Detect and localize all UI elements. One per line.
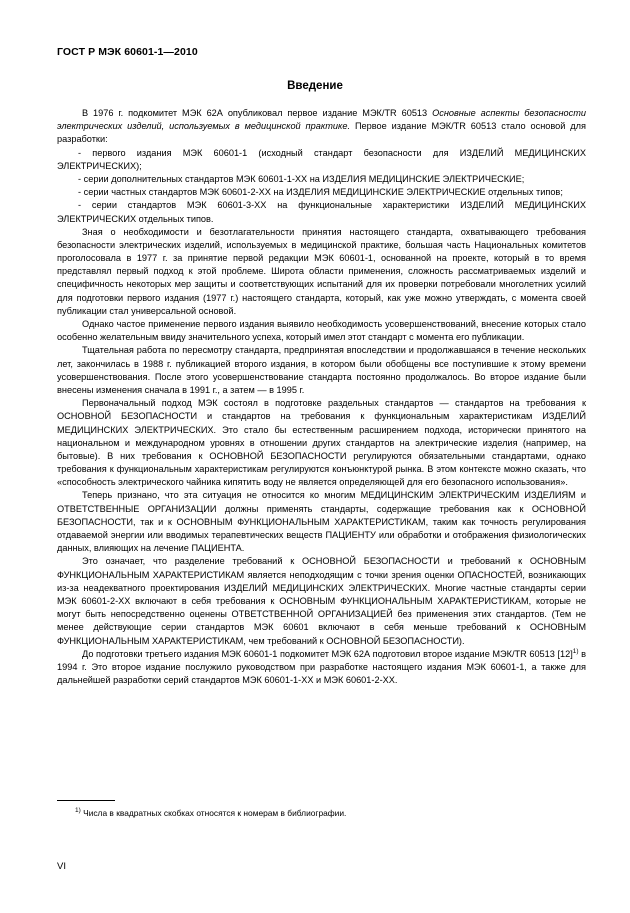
footnote-ref: 1) [572, 647, 579, 655]
footnote-separator [57, 800, 115, 801]
footnote [75, 808, 346, 818]
page-number: VI [57, 861, 66, 872]
text-run: Первое издание МЭК/TR 60513 стало основой для разработки: [57, 121, 587, 145]
footnote-text: Числа в квадратных скобках относятся к номерам в библиографии. [80, 808, 347, 818]
text-run: До подготовки третьего издания МЭК 60601-1 подкомитет МЭК 62А подготовил второе издание МЭК/TR 60513 [12] [82, 648, 573, 659]
section-title: Введение [287, 80, 343, 92]
list-item: - серии дополнительных стандартов МЭК 60601-1-ХХ на ИЗДЕЛИЯ МЕДИЦИНСКИЕ ЭЛЕКТРИЧЕСКИЕ; [78, 173, 525, 184]
document-code-header: ГОСТ Р МЭК 60601-1—2010 [57, 46, 198, 58]
list-item: - серии частных стандартов МЭК 60601-2-ХХ на ИЗДЕЛИЯ МЕДИЦИНСКИЕ ЭЛЕКТРИЧЕСКИЕ отдельных типов; [78, 187, 563, 198]
paragraph: Это означает, что разделение требований к ОСНОВНОЙ БЕЗОПАСНОСТИ и требований к ОСНОВНЫМ ФУНКЦИОНАЛЬНЫМ ХАРАКТЕРИСТИКАМ является неподходящим с точки зрения оценки ОПАСНОСТЕЙ, возникающих из-за неадекватного проектирования ИЗДЕЛИЙ МЕДИЦИНСКИХ ЭЛЕКТРИЧЕСКИХ. Многие частные стандарты серии МЭК 60601-2-ХХ включают в себя требования к ОСНОВНЫМ ФУНКЦИОНАЛЬНЫМ ХАРАКТЕРИСТИКАМ, которые не могут быть непосредственно оценены ОТВЕТСТВЕННОЙ ОРГАНИЗАЦИЕЙ без применения этих стандартов. (Тем не менее действующие серии стандартов МЭК 60601 включают в себя меньше требований к ОСНОВНЫМ ФУНКЦИОНАЛЬНЫМ ХАРАКТЕРИСТИКАМ, чем требований к ОСНОВНОЙ БЕЗОПАСНОСТИ). [57, 556, 586, 646]
paragraph: Первоначальный подход МЭК состоял в подготовке раздельных стандартов — стандартов на требования к ОСНОВНОЙ БЕЗОПАСНОСТИ и стандартов на требования к функциональным характеристикам ИЗДЕЛИЙ МЕДИЦИНСКИХ ЭЛЕКТРИЧЕСКИХ. Это стало бы естественным расширением подхода, исторически принятого на национальном и международном уровнях в отношении других стандартов на электрические изделия (например, на бытовые). В них требования к ОСНОВНОЙ БЕЗОПАСНОСТИ регулируются обязательными стандартами, однако требования к функциональным характеристикам регулируются конъюнктурой рынка. В этом контексте можно сказать, что «способность электрического чайника кипятить воду не является определяющей для его безопасного использования». [57, 398, 586, 488]
paragraph: Теперь признано, что эта ситуация не относится ко многим МЕДИЦИНСКИМ ЭЛЕКТРИЧЕСКИМ ИЗДЕЛИЯМ и ОТВЕТСТВЕННЫЕ ОРГАНИЗАЦИИ должны применять стандарты, содержащие требования как к ОСНОВНОЙ БЕЗОПАСНОСТИ, так и к ОСНОВНЫМ ФУНКЦИОНАЛЬНЫМ ХАРАКТЕРИСТИКАМ, таким как точность регулирования отдаваемой энергии или вводимых терапевтических веществ ПАЦИЕНТУ или обработки и отображения физиологических данных, влияющих на лечение ПАЦИЕНТА. [57, 490, 586, 554]
paragraph: Однако частое применение первого издания выявило необходимость усовершенствований, внесение которых стало особенно желательным ввиду значительного успеха, который имел этот стандарт с момента его публикации. [57, 319, 586, 343]
text-run: В 1976 г. подкомитет МЭК 62А опубликовал первое издание МЭК/TR 60513 [82, 108, 433, 118]
body-text [57, 107, 586, 687]
paragraph: Тщательная работа по пересмотру стандарта, предпринятая впоследствии и продолжавшаяся в течение нескольких лет, закончилась в 1988 г. публикацией второго издания, в котором были обобщены все поступившие к этому времени усовершенствования. После этого усовершенствование стандарта постоянно продолжалось. Во второе издание были внесены изменения сначала в 1991 г., а затем — в 1995 г. [57, 345, 586, 395]
list-item: - серии стандартов МЭК 60601-3-ХХ на функциональные характеристики ИЗДЕЛИЙ МЕДИЦИНСКИХ ЭЛЕКТРИЧЕСКИХ отдельных типов. [57, 200, 586, 224]
list-item: - первого издания МЭК 60601-1 (исходный стандарт безопасности для ИЗДЕЛИЙ МЕДИЦИНСКИХ ЭЛЕКТРИЧЕСКИХ); [57, 147, 586, 171]
paragraph [57, 648, 586, 688]
paragraph [57, 107, 586, 147]
italic-title: Основные аспекты безопасности электрических изделий, используемых в медицинской практике. [57, 108, 586, 132]
paragraph: Зная о необходимости и безотлагательности принятия настоящего стандарта, охватывающего требования безопасности электрических изделий, используемых в медицинской практике, большая часть Национальных комитетов проголосовала в 1977 г. за принятие первой редакции МЭК 60601-1, основанной на проекте, который в то время представлял первый подход к этой проблеме. Широта области применения, сложность рассматриваемых изделий и специфичность некоторых мер защиты и соответствующих испытаний для их проверки потребовали многолетних усилий для подготовки первого издания (1977 г.) настоящего стандарта, который, как уже можно утверждать, с момента своей публикации стал универсальной основой. [57, 226, 586, 316]
text-run: в 1994 г. Это второе издание послужило руководством при разработке настоящего издания МЭК 60601-1, а также для дальнейшей разработки серий стандартов МЭК 60601-1-ХХ и МЭК 60601-2-ХХ. [57, 648, 587, 686]
footnote-mark: 1) [75, 807, 81, 814]
